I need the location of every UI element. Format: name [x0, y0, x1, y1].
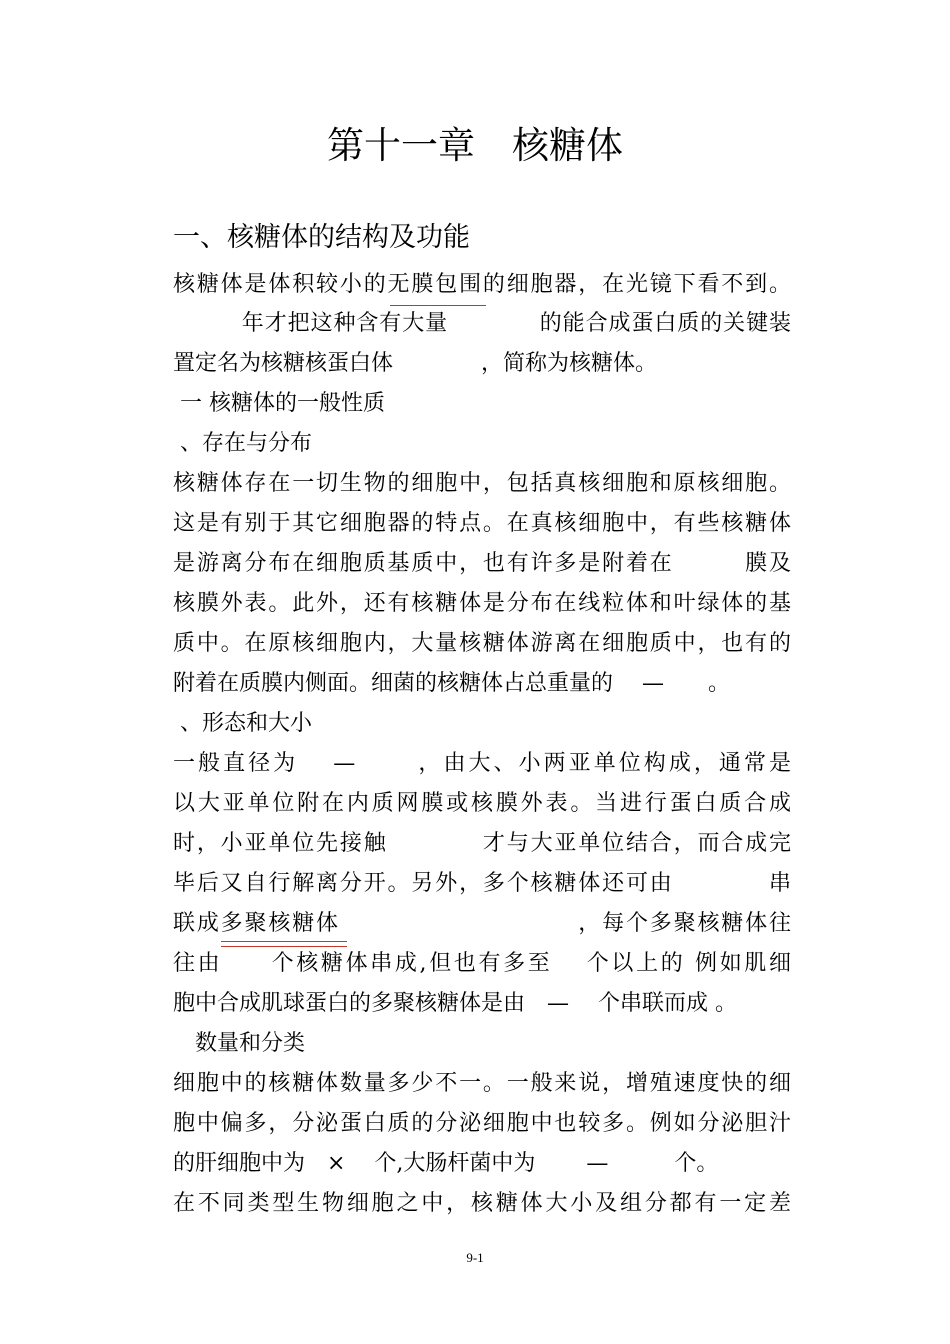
page-number: 9-1 [466, 1250, 484, 1265]
body-line: 核膜外表。此外，还有核糖体是分布在线粒体和叶绿体的基 [173, 591, 791, 616]
body-line: 往由 个核糖体串成,但也有多至 个以上的 例如肌细 [173, 951, 791, 976]
body-line: 是游离分布在细胞质基质中，也有许多是附着在 膜及 [173, 551, 791, 576]
annotation-underline [221, 941, 347, 942]
body-line: 一般直径为 — ，由大、小两亚单位构成，通常是 [173, 751, 791, 776]
body-line: 时，小亚单位先接触 才与大亚单位结合，而合成完 [173, 831, 791, 856]
subheading: 、形态和大小 [173, 711, 312, 736]
chapter-title: 第十一章 核糖体 [327, 124, 623, 167]
body-line: 以大亚单位附在内质网膜或核膜外表。当进行蛋白质合成 [173, 791, 791, 816]
body-line: 的肝细胞中为 × 个,大肠杆菌中为 — 个。 [173, 1151, 719, 1176]
body-line: 核糖体存在一切生物的细胞中，包括真核细胞和原核细胞。 [173, 471, 791, 496]
body-line: 这是有别于其它细胞器的特点。在真核细胞中，有些核糖体 [173, 511, 791, 536]
body-line: 核糖体是体积较小的无膜包围的细胞器，在光镜下看不到。 [173, 272, 791, 297]
body-line: 附着在质膜内侧面。细菌的核糖体占总重量的 — 。 [173, 671, 730, 696]
annotation-underline [221, 946, 347, 947]
body-line: 质中。在原核细胞内，大量核糖体游离在细胞质中，也有的 [173, 631, 791, 656]
body-line: 细胞中的核糖体数量多少不一。一般来说，增殖速度快的细 [173, 1071, 791, 1096]
body-line: 在不同类型生物细胞之中，核糖体大小及组分都有一定差 [173, 1191, 791, 1216]
subheading: 、存在与分布 [173, 431, 312, 456]
annotation-underline [390, 305, 486, 306]
body-line: 胞中偏多，分泌蛋白质的分泌细胞中也较多。例如分泌胆汁 [173, 1111, 791, 1136]
subheading: 数量和分类 [173, 1031, 306, 1056]
section-title: 一、核糖体的结构及功能 [173, 222, 470, 253]
body-line: 年才把这种含有大量 的能合成蛋白质的关键装 [173, 311, 791, 336]
body-line: 胞中合成肌球蛋白的多聚核糖体是由 — 个串联而成 。 [173, 991, 737, 1016]
body-line: 联成多聚核糖体 ，每个多聚核糖体往 [173, 911, 791, 936]
subheading: 一 核糖体的一般性质 [173, 391, 385, 416]
body-line: 置定名为核糖核蛋白体 ，简称为核糖体。 [173, 351, 658, 376]
body-line: 毕后又自行解离分开。另外，多个核糖体还可由 串 [173, 871, 791, 896]
